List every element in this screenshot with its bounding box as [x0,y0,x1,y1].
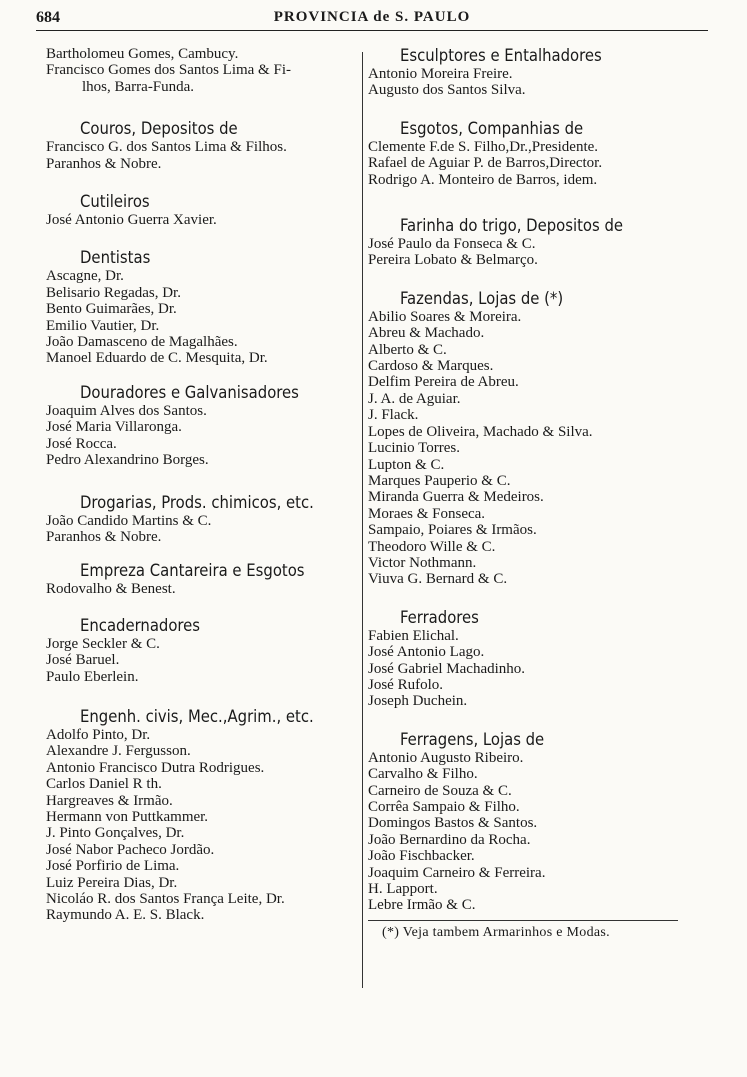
directory-entry: Bartholomeu Gomes, Cambucy. [46,46,239,62]
directory-entry: H. Lapport. [368,881,438,898]
section-heading: Engenh. civis, Mec.,Agrim., etc. [80,706,314,726]
directory-entry: Alexandre J. Fergusson. [46,743,191,760]
right-section [368,119,680,188]
directory-entry: Miranda Guerra & Medeiros. [368,489,544,506]
directory-entry: Luiz Pereira Dias, Dr. [46,874,178,891]
directory-entry: Adolfo Pinto, Dr. [46,726,151,743]
left-column [46,46,362,924]
directory-entry: Emilio Vautier, Dr. [46,317,160,334]
section-heading: Fazendas, Lojas de (*) [400,288,564,308]
section-heading: Ferradores [400,607,479,627]
directory-entry: José Rocca. [46,435,117,452]
right-column [368,46,680,941]
left-section [46,192,362,228]
directory-entry: Lebre Irmão & C. [368,897,476,914]
running-title: PROVINCIA de S. PAULO [273,9,471,25]
directory-entry: José Nabor Pacheco Jordão. [46,841,215,858]
directory-entry: Theodoro Wille & C. [368,538,496,555]
directory-entry: Antonio Moreira Freire. [368,66,513,82]
left-section [46,616,362,685]
left-section [46,119,362,172]
left-section [46,383,362,469]
directory-entry: Clemente F.de S. Filho,Dr.,Presidente. [368,138,599,155]
directory-entry: Antonio Augusto Ribeiro. [368,749,524,766]
directory-entry: Jorge Seckler & C. [46,635,160,652]
directory-entry: Delfim Pereira de Abreu. [368,374,519,391]
directory-entry: Joaquim Alves dos Santos. [46,402,207,419]
directory-entry: J. Pinto Gonçalves, Dr. [46,825,185,842]
directory-entry: Pedro Alexandrino Borges. [46,452,209,469]
directory-entry: Carvalho & Filho. [368,766,478,783]
section-heading: Esgotos, Companhias de [400,118,584,138]
directory-entry: José Gabriel Machadinho. [368,660,526,677]
directory-entry: Belisario Regadas, Dr. [46,284,181,301]
directory-entry: Cardoso & Marques. [368,358,494,375]
directory-entry: Abilio Soares & Moreira. [368,308,522,325]
right-section [368,289,680,588]
directory-entry: Lucinio Torres. [368,440,460,457]
section-heading: Esculptores e Entalhadores [400,46,602,65]
directory-entry: Augusto dos Santos Silva. [368,82,526,99]
directory-entry: Fabien Elichal. [368,627,459,644]
directory-entry: José Baruel. [46,652,120,669]
directory-entry: João Damasceno de Magalhães. [46,334,238,351]
section-heading: Farinha do trigo, Depositos de [400,216,624,236]
directory-entry: João Candido Martins & C. [46,512,212,529]
directory-entry: Ascagne, Dr. [46,268,124,285]
directory-entry: José Antonio Lago. [368,644,485,661]
right-section [368,216,680,269]
right-section [368,730,680,914]
directory-entry: Sampaio, Poiares & Irmãos. [368,522,537,539]
directory-entry: Moraes & Fonseca. [368,505,486,522]
footnote: (*) Veja tambem Armarinhos e Modas. [382,924,610,940]
section-heading: Cutileiros [80,192,150,212]
right-section [368,46,680,99]
directory-entry: Manoel Eduardo de C. Mesquita, Dr. [46,350,268,367]
section-heading: Drogarias, Prods. chimicos, etc. [80,492,314,512]
directory-entry: Francisco G. dos Santos Lima & Filhos. [46,139,287,156]
directory-entry: Domingos Bastos & Santos. [368,815,538,832]
left-section [46,493,362,546]
directory-entry: Joseph Duchein. [368,693,468,710]
directory-entry: Viuva G. Bernard & C. [368,571,508,588]
directory-entry: Victor Nothmann. [368,554,477,571]
directory-entry: Marques Pauperio & C. [368,472,511,489]
directory-entry: Rodrigo A. Monteiro de Barros, idem. [368,171,598,188]
column-divider [362,52,363,988]
directory-entry: Antonio Francisco Dutra Rodrigues. [46,759,265,776]
directory-entry: Alberto & C. [368,341,447,358]
directory-entry: João Fischbacker. [368,848,475,865]
directory-entry: Abreu & Machado. [368,325,485,342]
directory-entry: Raymundo A. E. S. Black. [46,907,205,924]
directory-entry: Bento Guimarães, Dr. [46,301,177,318]
directory-entry: Carneiro de Souza & C. [368,782,512,799]
directory-entry: Hargreaves & Irmão. [46,792,173,809]
directory-entry: Pereira Lobato & Belmarço. [368,252,538,269]
directory-entry: Nicoláo R. dos Santos França Leite, Dr. [46,891,285,907]
section-heading: Couros, Depositos de [80,119,238,139]
directory-entry: Rodovalho & Benest. [46,581,176,598]
directory-entry: José Antonio Guerra Xavier. [46,212,217,229]
directory-entry: José Porfirio de Lima. [46,858,180,875]
page-header [36,4,708,31]
directory-entry: J. Flack. [368,407,419,424]
left-section [46,46,362,95]
directory-entry: Francisco Gomes dos Santos Lima & Fi- lhos, Barra-Funda. [46,62,291,95]
directory-entry: José Rufolo. [368,676,443,693]
directory-entry: Lopes de Oliveira, Machado & Silva. [368,423,593,440]
left-section [46,707,362,924]
directory-entry: João Bernardino da Rocha. [368,831,531,848]
section-heading: Dentistas [80,248,151,268]
directory-entry: José Maria Villaronga. [46,419,182,436]
directory-entry: Lupton & C. [368,456,445,473]
left-section [46,248,362,366]
directory-entry: Rafael de Aguiar P. de Barros,Director. [368,155,603,172]
directory-entry: J. A. de Aguiar. [368,390,461,407]
footnote-rule [368,920,678,921]
directory-entry: Corrêa Sampaio & Filho. [368,799,520,815]
section-heading: Empreza Cantareira e Esgotos [80,561,305,581]
section-heading: Ferragens, Lojas de [400,729,545,749]
directory-entry: Hermann von Puttkammer. [46,808,209,825]
directory-entry: Carlos Daniel R th. [46,776,162,793]
directory-entry: Joaquim Carneiro & Ferreira. [368,864,546,881]
directory-entry: José Paulo da Fonseca & C. [368,236,536,253]
page-number: 684 [36,9,60,26]
section-heading: Douradores e Galvanisadores [80,382,299,402]
directory-entry: Paulo Eberlein. [46,668,139,685]
right-section [368,608,680,710]
directory-entry: Paranhos & Nobre. [46,155,162,172]
section-heading: Encadernadores [80,615,201,635]
left-section [46,561,362,597]
directory-entry: Paranhos & Nobre. [46,528,162,545]
